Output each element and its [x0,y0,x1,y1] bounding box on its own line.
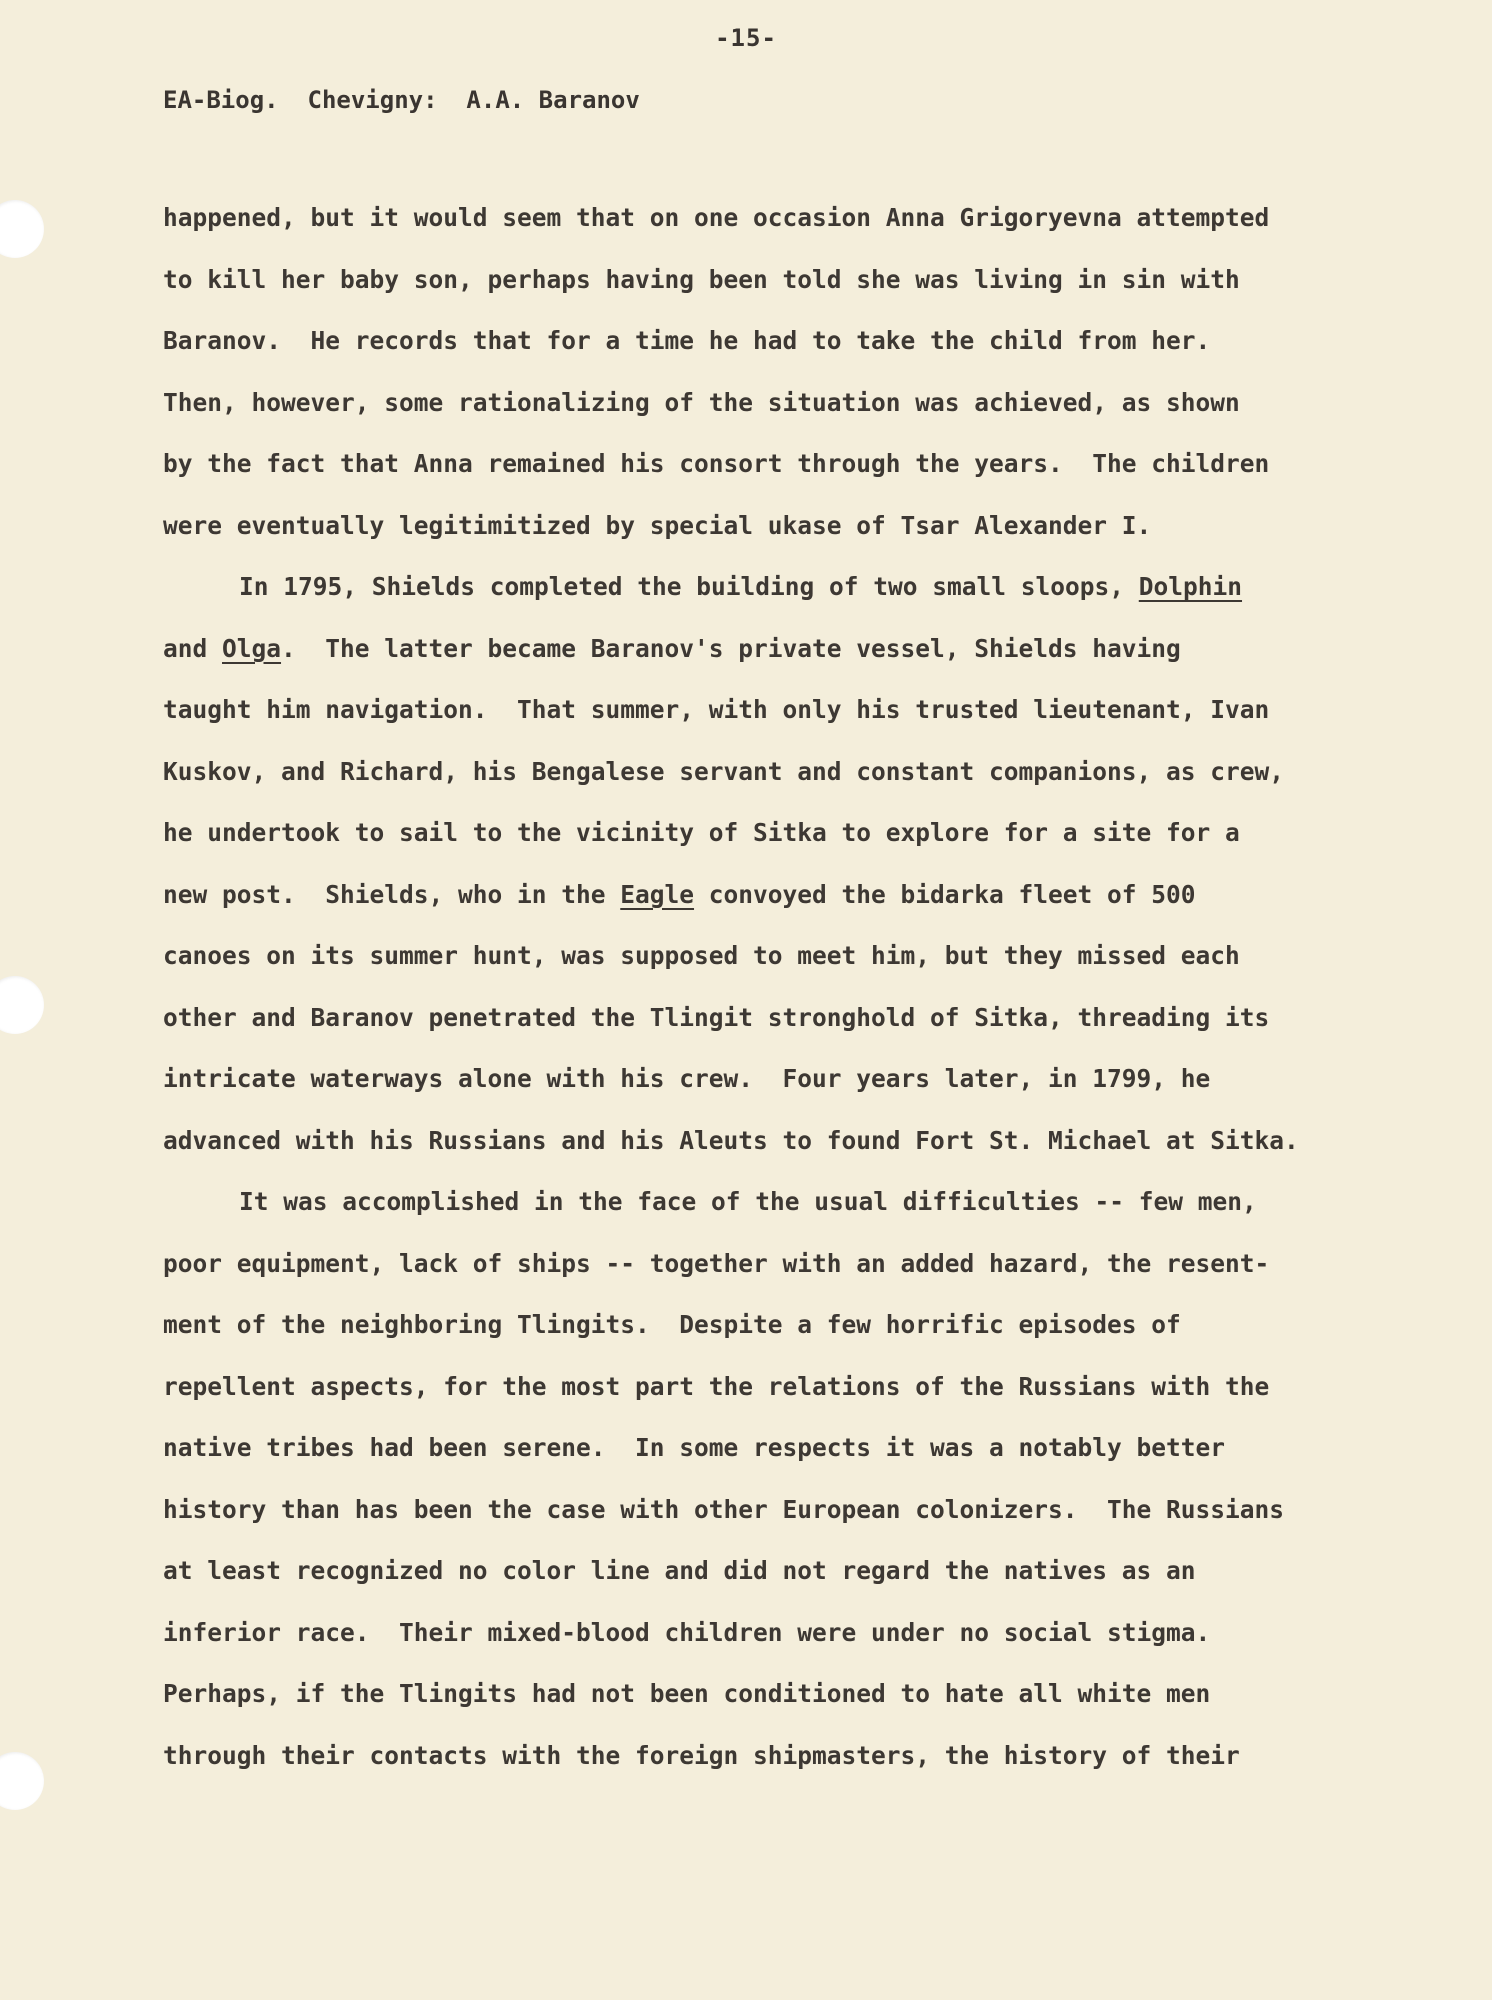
paragraph-3 [163,1184,1383,1799]
text-line: history than has been the case with other European colonizers. The Russians [163,1494,1285,1524]
text-line: Then, however, some rationalizing of the situation was achieved, as shown [163,387,1240,417]
text-line: through their contacts with the foreign shipmasters, the history of their [163,1740,1240,1770]
text-line: taught him navigation. That summer, with only his trusted lieutenant, Ivan [163,695,1270,724]
text-line [163,877,1383,939]
ship-name-olga: Olga [222,633,282,663]
punch-hole [0,1752,44,1810]
text-segment: and [163,633,223,663]
text-line: repellent aspects, for the most part the relations of the Russians with the [163,1371,1270,1401]
paragraph-2 [163,569,1383,1184]
text-line: inferior race. Their mixed-blood children were under no social stigma. [163,1617,1211,1647]
text-segment: In 1795, Shields completed the building of two small sloops, [239,572,1139,601]
text-line: ment of the neighboring Tlingits. Despite a few horrific episodes of [163,1310,1181,1339]
text-segment: new post. Shields, who in the [163,879,621,909]
text-segment: convoyed the bidarka fleet of 500 [694,879,1196,909]
text-line: he undertook to sail to the vicinity of Sitka to explore for a site for a [163,818,1240,847]
text-line: advanced with his Russians and his Aleuts to found Fort St. Michael at Sitka. [163,1125,1299,1155]
punch-hole [0,200,44,258]
text-line: at least recognized no color line and did not regard the natives as an [163,1556,1196,1585]
body-text [163,200,1383,1799]
punch-hole [0,976,44,1034]
running-header: EA-Biog. Chevigny: A.A. Baranov [163,86,640,114]
text-line: intricate waterways alone with his crew. Four years later, in 1799, he [163,1064,1211,1093]
text-line: canoes on its summer hunt, was supposed to meet him, but they missed each [163,941,1240,970]
text-line: other and Baranov penetrated the Tlingit stronghold of Sitka, threading its [163,1002,1270,1032]
text-line: Baranov. He records that for a time he had to take the child from her. [163,326,1211,355]
page-number: -15- [715,24,777,52]
text-line: were eventually legitimitized by special ukase of Tsar Alexander I. [163,510,1152,540]
text-segment: . The latter became Baranov's private vessel, Shields having [281,633,1181,663]
text-line [163,569,1383,631]
text-line [163,631,1383,693]
ship-name-dolphin: Dolphin [1138,572,1243,601]
text-line: by the fact that Anna remained his consort through the years. The children [163,449,1270,478]
text-line: poor equipment, lack of ships -- together with an added hazard, the resent- [163,1248,1270,1278]
text-line: Perhaps, if the Tlingits had not been conditioned to hate all white men [163,1679,1211,1708]
ship-name-eagle: Eagle [620,879,695,909]
text-line: to kill her baby son, perhaps having been told she was living in sin with [163,264,1240,294]
text-line: It was accomplished in the face of the usual difficulties -- few men, [239,1187,1257,1216]
text-line: Kuskov, and Richard, his Bengalese servant and constant companions, as crew, [163,756,1285,786]
text-line: native tribes had been serene. In some respects it was a notably better [163,1433,1226,1462]
text-line: happened, but it would seem that on one occasion Anna Grigoryevna attempted [163,203,1270,232]
paragraph-1 [163,200,1383,569]
